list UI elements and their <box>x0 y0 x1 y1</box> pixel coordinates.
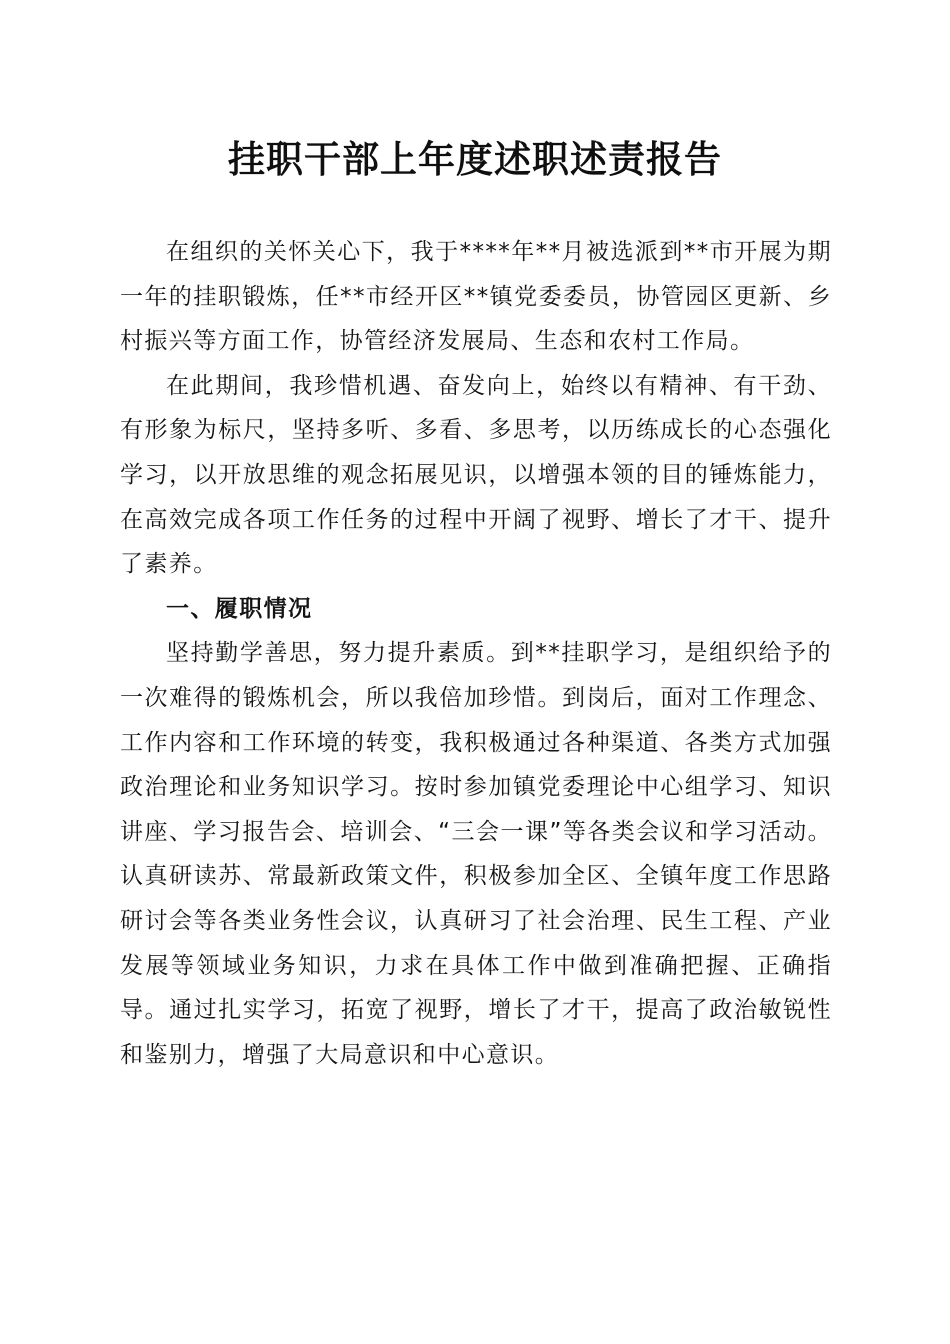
section-paragraph: 坚持勤学善思，努力提升素质。到**挂职学习，是组织给予的一次难得的锻炼机会，所以我倍加珍惜。到岗后，面对工作理念、工作内容和工作环境的转变，我积极通过各种渠道、各类方式加强政治理论和业务知识学习。按时参加镇党委理论中心组学习、知识讲座、学习报告会、培训会、“三会一课”等各类会议和学习活动。认真研读苏、常最新政策文件，积极参加全区、全镇年度工作思路研讨会等各类业务性会议，认真研习了社会治理、民生工程、产业发展等领域业务知识，力求在具体工作中做到准确把握、正确指导。通过扎实学习，拓宽了视野，增长了才干，提高了政治敏锐性和鉴别力，增强了大局意识和中心意识。 <box>120 640 832 1068</box>
document-title: 挂职干部上年度述职述责报告 <box>228 137 722 181</box>
intro-paragraph: 在组织的关怀关心下，我于****年**月被选派到**市开展为期一年的挂职锻炼，任**市经开区**镇党委委员，协管园区更新、乡村振兴等方面工作，协管经济发展局、生态和农村工作局。 <box>120 239 832 355</box>
section-heading: 一、履职情况 <box>166 595 313 622</box>
document-body <box>120 230 832 1077</box>
period-paragraph: 在此期间，我珍惜机遇、奋发向上，始终以有精神、有干劲、有形象为标尺，坚持多听、多看、多思考，以历练成长的心态强化学习，以开放思维的观念拓展见识，以增强本领的目的锤炼能力，在高效完成各项工作任务的过程中开阔了视野、增长了才干、提升了素养。 <box>120 372 832 578</box>
